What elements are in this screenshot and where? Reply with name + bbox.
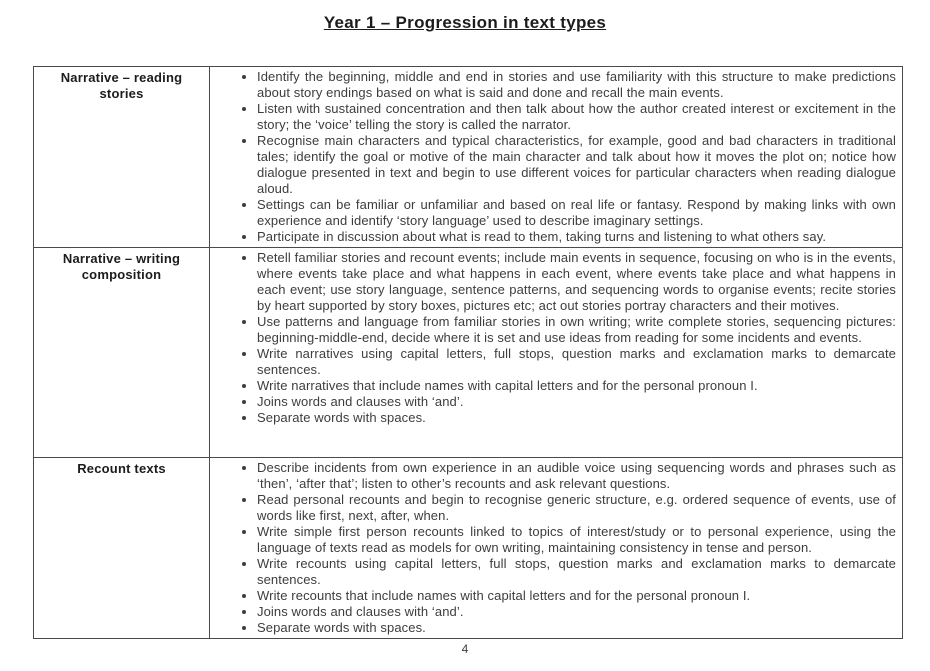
row-header-recount-texts: Recount texts [34, 458, 210, 638]
bullet-item: • Participate in discussion about what is read to them, taking turns and listening to what others say. [257, 229, 897, 245]
row-content-recount-texts [210, 458, 902, 638]
row-header-narrative-reading: Narrative – reading stories [34, 67, 210, 247]
row-content-narrative-reading [210, 67, 902, 247]
document-page [0, 13, 930, 656]
bullet-item: • Separate words with spaces. [257, 620, 897, 636]
bullet-item: • Listen with sustained concentration and then talk about how the author created interest or excitement in the story; the ‘voice’ telling the story is called the narrator. [257, 101, 897, 133]
bullet-item: • Retell familiar stories and recount events; include main events in sequence, focusing on who is in the events, where events take place and what happens in each event, where events take place and what happens in each event; use story language, sentence patterns, and sequencing words to organise events; recite stories by heart supported by story boxes, pictures etc; act out stories portray characters and their motives. [257, 250, 897, 314]
bullet-item: • Joins words and clauses with ‘and’. [257, 604, 897, 620]
bullet-item: • Settings can be familiar or unfamiliar and based on real life or fantasy. Respond by making links with own experience and identify ‘story language’ used to describe imaginary settings. [257, 197, 897, 229]
row-content-narrative-writing [210, 248, 902, 457]
bullet-list [210, 250, 897, 426]
progression-table [33, 66, 903, 639]
bullet-item: • Separate words with spaces. [257, 410, 897, 426]
table-row-narrative-writing [34, 247, 902, 457]
bullet-list [210, 460, 897, 636]
bullet-item: • Joins words and clauses with ‘and’. [257, 394, 897, 410]
bullet-item: • Write recounts that include names with capital letters and for the personal pronoun I. [257, 588, 897, 604]
bullet-item: • Write narratives that include names with capital letters and for the personal pronoun I. [257, 378, 897, 394]
bullet-item: • Use patterns and language from familiar stories in own writing; write complete stories, sequencing pictures: beginning-middle-end, decide where it is set and use ideas from reading for some incidents and events. [257, 314, 897, 346]
bullet-item: • Describe incidents from own experience in an audible voice using sequencing words and phrases such as ‘then’, ‘after that’; listen to other’s recounts and ask relevant questions. [257, 460, 897, 492]
page-number: 4 [461, 642, 469, 656]
bullet-item: • Read personal recounts and begin to recognise generic structure, e.g. ordered sequence of events, use of words like first, next, after, when. [257, 492, 897, 524]
bullet-item: • Write recounts using capital letters, full stops, question marks and exclamation marks to demarcate sentences. [257, 556, 897, 588]
bullet-item: • Identify the beginning, middle and end in stories and use familiarity with this structure to make predictions about story endings based on what is said and done and recall the main events. [257, 69, 897, 101]
bullet-item: • Recognise main characters and typical characteristics, for example, good and bad characters in traditional tales; identify the goal or motive of the main character and talk about how it moves the plot on; notice how dialogue presented in text and begin to use different voices for particular characters when reading dialogue aloud. [257, 133, 897, 197]
bullet-item: • Write narratives using capital letters, full stops, question marks and exclamation marks to demarcate sentences. [257, 346, 897, 378]
page-title: Year 1 – Progression in text types [323, 13, 607, 32]
bullet-item: • Write simple first person recounts linked to topics of interest/study or to personal experience, using the language of texts read as models for own writing, maintaining consistency in tense and person. [257, 524, 897, 556]
table-row-recount-texts [34, 457, 902, 638]
table-row-narrative-reading [34, 67, 902, 247]
bullet-list [210, 69, 897, 245]
row-header-narrative-writing: Narrative – writing composition [34, 248, 210, 457]
